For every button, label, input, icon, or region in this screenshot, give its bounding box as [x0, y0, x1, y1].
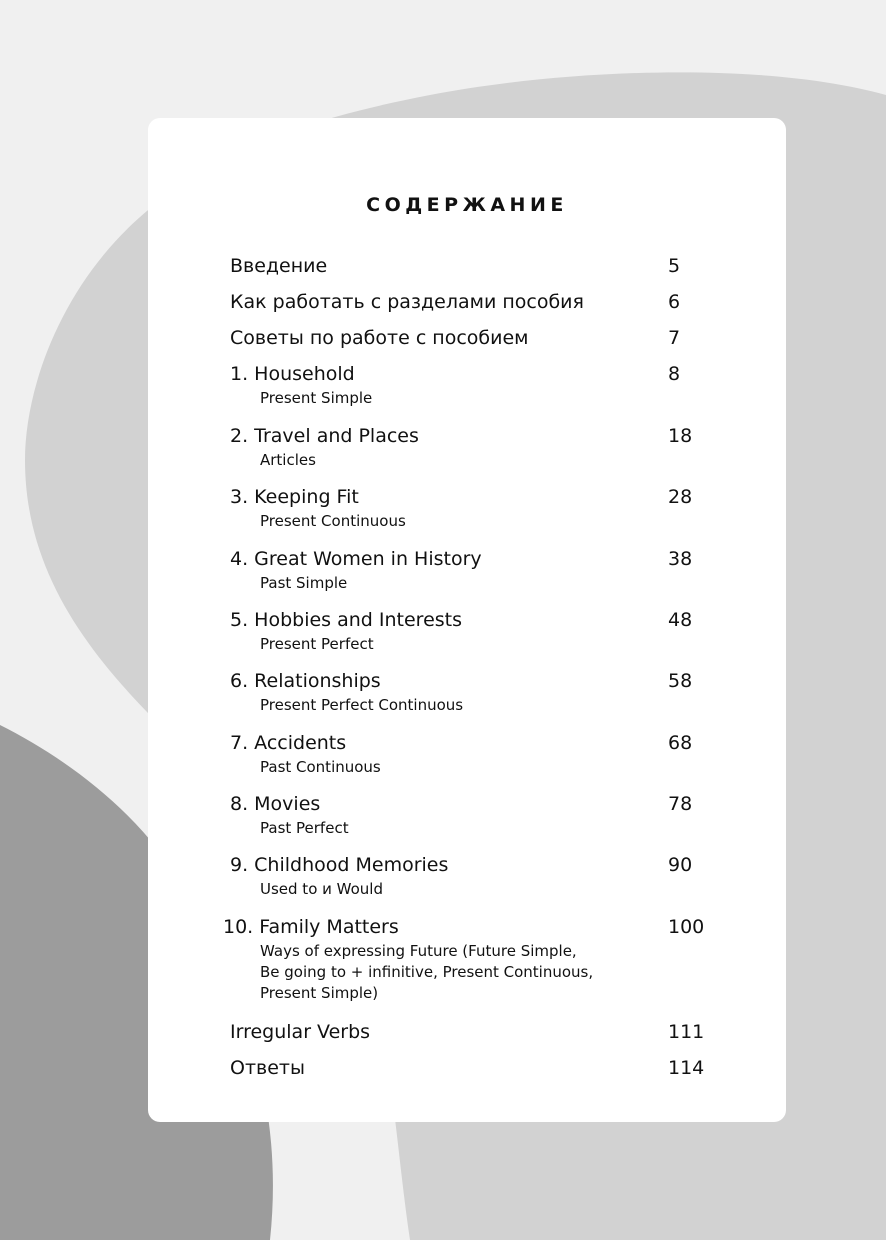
toc-entry-topic: Past Simple	[260, 574, 348, 592]
toc-entry-title: Введение	[230, 255, 328, 277]
toc-entry-unit-8[interactable]	[230, 792, 750, 839]
toc-entry-intro[interactable]	[230, 254, 750, 278]
toc-entry-page: 6	[668, 291, 681, 313]
toc-entry-page: 114	[668, 1057, 705, 1079]
toc-entry-answers[interactable]	[230, 1056, 750, 1080]
toc-entry-unit-6[interactable]	[230, 669, 750, 716]
toc-entry-page: 18	[668, 425, 693, 447]
toc-entry-page: 48	[668, 609, 693, 631]
toc-entry-unit-10[interactable]	[223, 915, 743, 1004]
toc-entry-unit-5[interactable]	[230, 608, 750, 655]
toc-entry-unit-7[interactable]	[230, 731, 750, 778]
toc-entry-title: 2. Travel and Places	[230, 425, 419, 447]
toc-entry-page: 38	[668, 548, 693, 570]
toc-entry-title: 8. Movies	[230, 793, 321, 815]
toc-entry-title: 9. Childhood Memories	[230, 854, 449, 876]
toc-entry-title: 4. Great Women in History	[230, 548, 482, 570]
toc-entry-page: 100	[668, 916, 705, 938]
toc-entry-topic: Articles	[260, 451, 316, 469]
toc-entry-topic: Past Perfect	[260, 819, 349, 837]
toc-entry-tips[interactable]	[230, 326, 750, 350]
toc-entry-unit-3[interactable]	[230, 485, 750, 532]
toc-entry-topic: Past Continuous	[260, 758, 381, 776]
toc-entry-title: 10. Family Matters	[223, 916, 399, 938]
toc-entry-page: 90	[668, 854, 693, 876]
toc-entry-title: 1. Household	[230, 363, 355, 385]
toc-entry-irregular-verbs[interactable]	[230, 1020, 750, 1044]
toc-entry-page: 78	[668, 793, 693, 815]
toc-entry-title: Как работать с разделами пособия	[230, 291, 584, 313]
toc-entry-how-to[interactable]	[230, 290, 750, 314]
toc-entry-title: Irregular Verbs	[230, 1021, 371, 1043]
toc-entry-page: 5	[668, 255, 681, 277]
toc-entry-page: 111	[668, 1021, 705, 1043]
toc-entry-page: 8	[668, 363, 681, 385]
toc-entry-topic-line-2: Be going to + infinitive, Present Continuous,	[260, 963, 594, 981]
toc-entry-title: 5. Hobbies and Interests	[230, 609, 463, 631]
toc-entry-title: 7. Accidents	[230, 732, 347, 754]
toc-entry-topic: Present Continuous	[260, 512, 406, 530]
toc-entry-unit-9[interactable]	[230, 853, 750, 900]
page-title: СОДЕРЖАНИЕ	[366, 194, 568, 216]
toc-entry-topic: Present Perfect	[260, 635, 374, 653]
toc-entry-unit-1[interactable]	[230, 362, 750, 409]
toc-entry-title: Ответы	[230, 1057, 305, 1079]
toc-entry-page: 28	[668, 486, 693, 508]
toc-entry-page: 7	[668, 327, 681, 349]
toc-entry-page: 58	[668, 670, 693, 692]
toc-entry-page: 68	[668, 732, 693, 754]
toc-entry-unit-2[interactable]	[230, 424, 750, 471]
toc-entry-title: Советы по работе с пособием	[230, 327, 529, 349]
toc-entry-topic-line-1: Ways of expressing Future (Future Simple,	[260, 942, 577, 960]
toc-card	[148, 118, 786, 1122]
toc-entry-title: 3. Keeping Fit	[230, 486, 359, 508]
toc-entry-topic: Present Perfect Continuous	[260, 696, 464, 714]
toc-entry-topic: Present Simple	[260, 389, 373, 407]
toc-entry-topic: Used to и Would	[260, 880, 383, 898]
toc-entry-topic-line-3: Present Simple)	[260, 984, 379, 1002]
toc-entry-unit-4[interactable]	[230, 547, 750, 594]
toc-entry-title: 6. Relationships	[230, 670, 381, 692]
